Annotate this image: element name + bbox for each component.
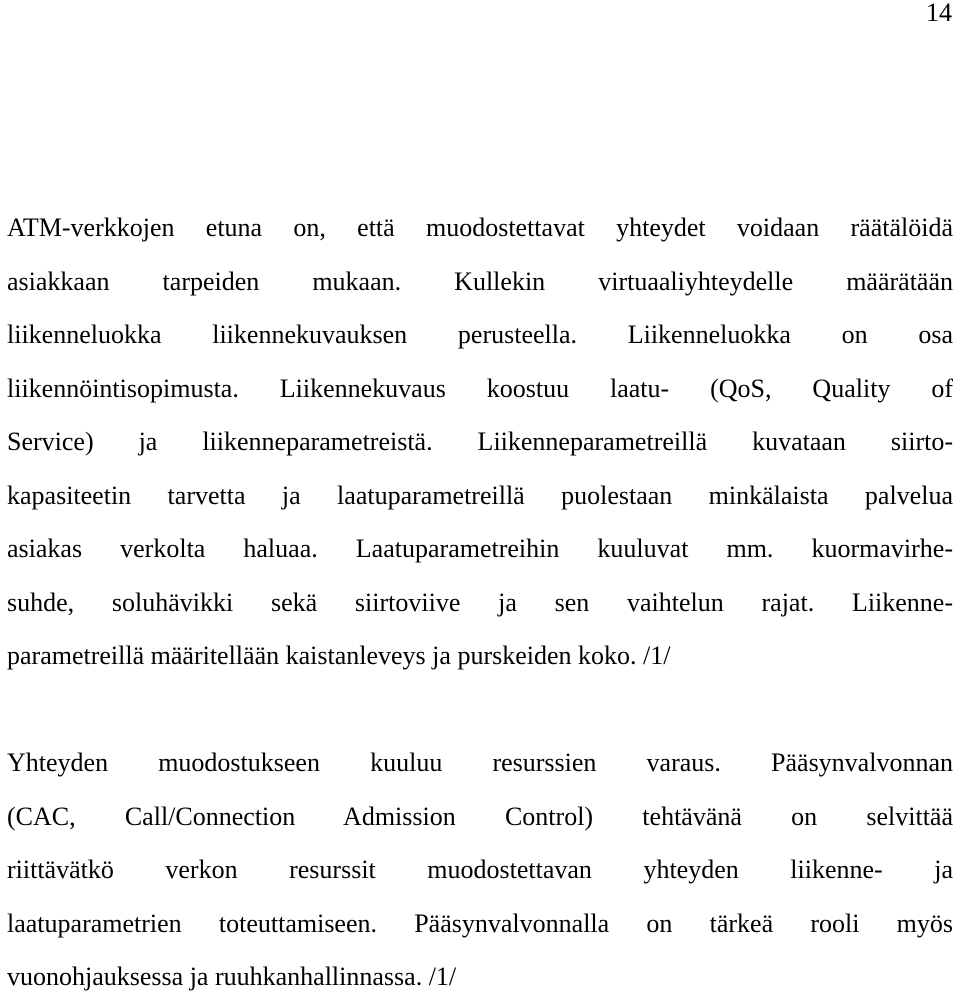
paragraph-line: laatuparametrien toteuttamiseen. Pääsynvalvonnalla on tärkeä rooli myös <box>7 909 953 938</box>
paragraph-line: vuonohjauksessa ja ruuhkanhallinnassa. /1/ <box>7 962 457 991</box>
paragraph-line: (CAC, Call/Connection Admission Control) tehtävänä on selvittää <box>7 802 953 831</box>
paragraph-line: ATM-verkkojen etuna on, että muodostettavat yhteydet voidaan räätälöidä <box>7 213 953 242</box>
paragraph-line: Service) ja liikenneparametreistä. Liikenneparametreillä kuvataan siirto- <box>7 427 953 456</box>
paragraph-line: riittävätkö verkon resurssit muodostettavan yhteyden liikenne- ja <box>7 855 953 884</box>
paragraph-line: asiakkaan tarpeiden mukaan. Kullekin virtuaaliyhteydelle määrätään <box>7 267 953 296</box>
page-number: 14 <box>926 0 952 27</box>
paragraph-line: kapasiteetin tarvetta ja laatuparametreillä puolestaan minkälaista palvelua <box>7 481 953 510</box>
paragraph-line: parametreillä määritellään kaistanleveys ja purskeiden koko. /1/ <box>7 641 671 670</box>
paragraph-line: asiakas verkolta haluaa. Laatuparametreihin kuuluvat mm. kuormavirhe- <box>7 534 953 563</box>
paragraph-line: Yhteyden muodostukseen kuuluu resurssien varaus. Pääsynvalvonnan <box>7 748 953 777</box>
paragraph-line: liikenneluokka liikennekuvauksen perusteella. Liikenneluokka on osa <box>7 320 953 349</box>
paragraph-line: liikennöintisopimusta. Liikennekuvaus koostuu laatu- (QoS, Quality of <box>7 374 953 403</box>
paragraph-line: suhde, soluhävikki sekä siirtoviive ja sen vaihtelun rajat. Liikenne- <box>7 588 953 617</box>
